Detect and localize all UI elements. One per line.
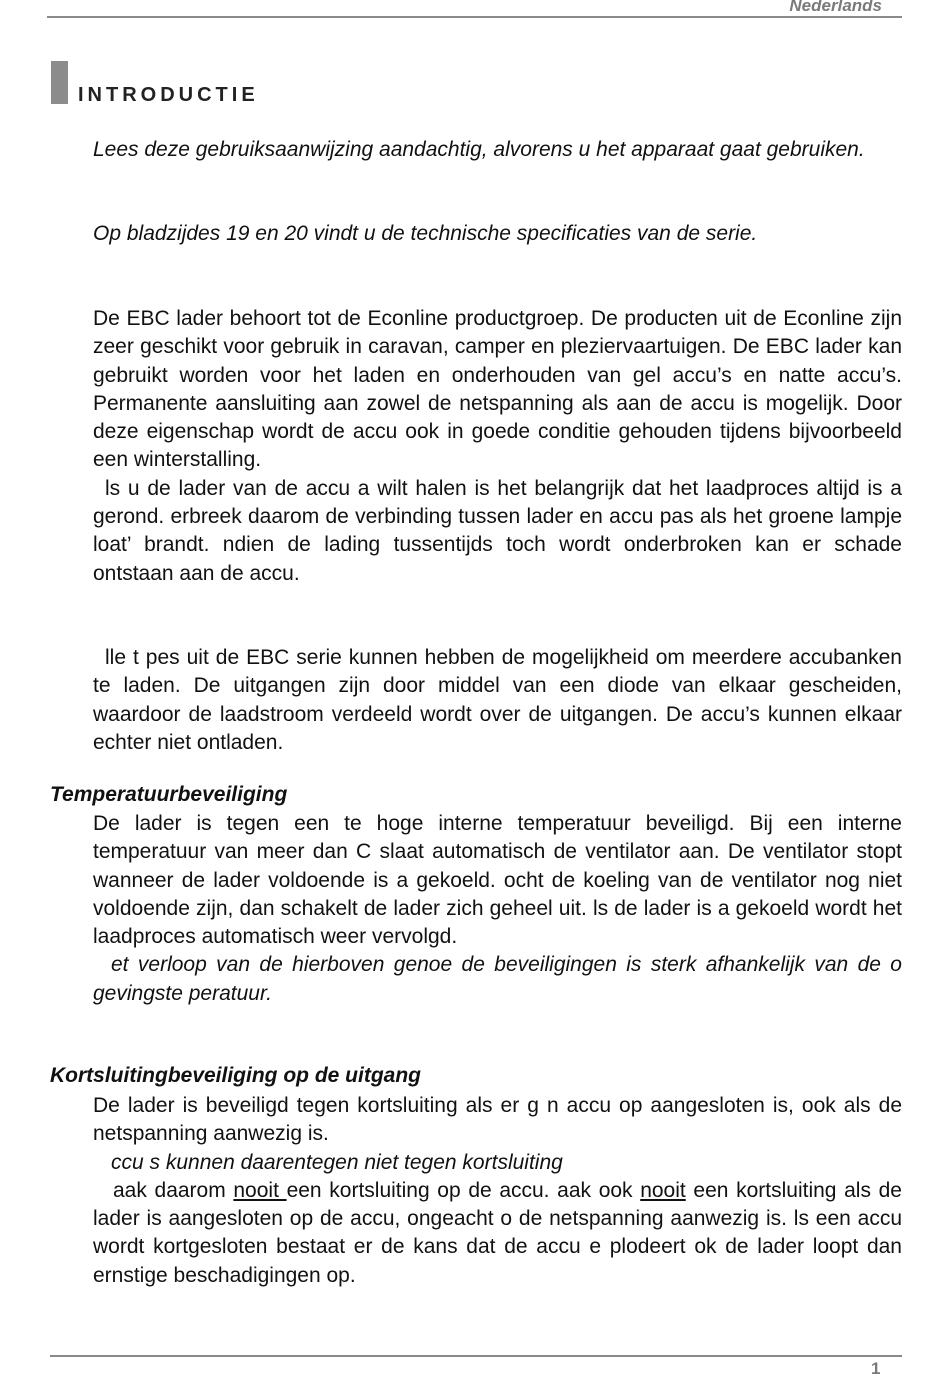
short-circuit-paragraph: De lader is beveiligd tegen kortsluiting als er g n accu op aangesloten is, ook als de netspanning aanwezig is. [93,1094,902,1146]
temperature-section [93,810,902,1008]
short-circuit-heading: Kortsluitingbeveiliging op de uitgang [50,1064,421,1087]
short-circuit-instructions: aak daarom nooit een kortsluiting op de accu. aak ook nooit een kortsluiting als de lader is aangesloten op de accu, ongeacht o de netspanning aanwezig is. ls een accu wordt kortgesloten bestaat er de kans dat de accu e plodeert ok de lader loopt dan ernstige beschadigingen op. [93,1178,902,1287]
intro-paragraph-specs-pages: Op bladzijdes 19 en 20 vindt u de technische specificaties van de serie. [93,222,758,245]
page-number: 1 [871,1359,881,1378]
short-circuit-warning: ccu s kunnen daarentegen niet tegen kortsluiting [111,1150,563,1174]
header-rule [47,16,902,18]
section-title: INTRODUCTIE [78,84,259,106]
intro-paragraph-read-manual: Lees deze gebruiksaanwijzing aandachtig, alvorens u het apparaat gaat gebruiken. [93,138,865,161]
header-language: Nederlands [789,0,882,15]
temperature-heading: Temperatuurbeveiliging [50,783,288,806]
disconnect-instructions-text: ls u de lader van de accu a wilt halen is het belangrijk dat het laadproces altijd is a gerond. erbreek daarom de verbinding tussen lader en accu pas als het groene lampje loat’ brandt. ndien de lading tussentijds toch wordt onderbroken kan er schade ontstaan aan de accu. [93,476,902,585]
short-circuit-section [93,1092,902,1290]
section-marker-bar [51,61,68,104]
product-description-text: De EBC lader behoort tot de Econline productgroep. De producten uit de Econline zijn zeer geschikt voor gebruik in caravan, camper en pleziervaartuigen. De EBC lader kan gebruikt worden voor het laden en onderhouden van gel accu’s en natte accu’s. Permanente aansluiting aan zowel de netspanning als aan de accu is mogelijk. Door deze eigenschap wordt de accu ook in goede conditie gehouden tijdens bijvoorbeeld een winterstalling. [93,307,902,472]
never-emphasis-2: nooit [640,1178,686,1202]
intro-paragraph-product-description [93,305,902,588]
temperature-note: et verloop van de hierboven genoe de beveiligingen is sterk afhankelijk van de o gevingste peratuur. [93,953,902,1005]
never-emphasis-1: nooit [233,1178,287,1202]
intro-paragraph-battery-banks: lle t pes uit de EBC serie kunnen hebben de mogelijkheid om meerdere accubanken te laden. De uitgangen zijn door middel van een diode van elkaar gescheiden, waardoor de laadstroom verdeeld wordt over de uitgangen. De accu’s kunnen elkaar echter niet ontladen. [93,646,902,754]
footer-rule [50,1355,902,1357]
temperature-paragraph: De lader is tegen een te hoge interne temperatuur beveiligd. Bij een interne temperatuur van meer dan C slaat automatisch de ventilator aan. De ventilator stopt wanneer de lader voldoende is a gekoeld. ocht de koeling van de ventilator nog niet voldoende zijn, dan schakelt de lader zich geheel uit. ls de lader is a gekoeld wordt het laadproces automatisch weer vervolgd. [93,812,902,949]
